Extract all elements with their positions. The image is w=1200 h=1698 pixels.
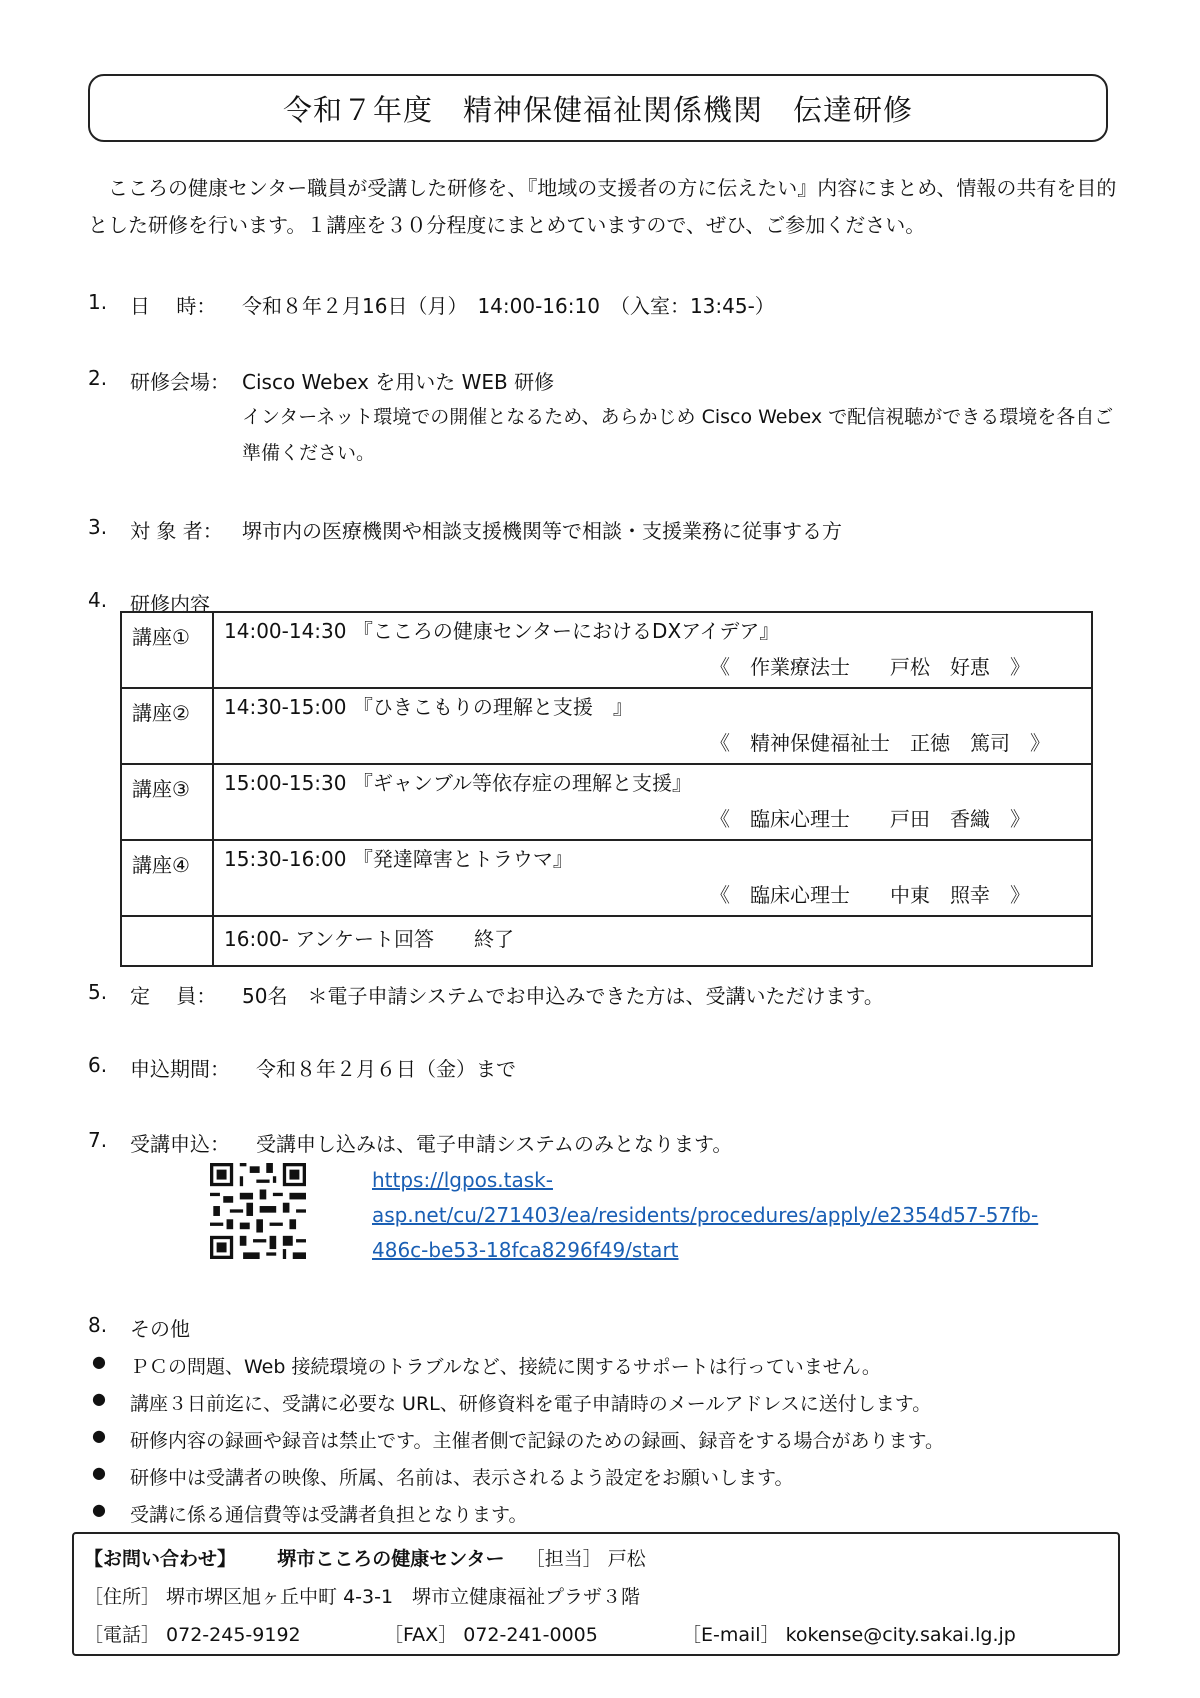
section-number: 2. [88,366,108,390]
course-time: 14:00-14:30 [224,619,347,643]
course-lecturer: 《 精神保健福祉士 正徳 篤司 》 [710,731,1050,755]
application-link[interactable] [372,1163,1038,1268]
schedule-table [120,611,1093,967]
section-value: 受講申し込みは、電子申請システムのみとなります。 [256,1132,733,1156]
bullet-icon: ● [92,1352,106,1371]
course-name: 講座② [121,688,213,764]
link-line2[interactable]: asp.net/cu/271403/ea/residents/procedures/apply/e2354d57-57fb- [372,1203,1039,1227]
section-label: その他 [130,1317,190,1341]
link-line3[interactable]: 486c-be53-18fca8296f49/start [372,1238,679,1262]
note-text: ＰＣの問題、Web 接続環境のトラブルなど、接続に関するサポートは行っていません。 [130,1356,881,1378]
notes-list [0,1352,1200,1532]
course-lecturer: 《 臨床心理士 戸田 香織 》 [710,807,1030,831]
section-value: Cisco Webex を用いた WEB 研修 [242,370,555,394]
venue-note-line1: インターネット環境での開催となるため、あらかじめ Cisco Webex で配信視聴ができる環境を各自ご [242,406,1114,428]
section-value: 堺市内の医療機関や相談支援機関等で相談・支援業務に従事する方 [242,519,842,543]
section-number: 5. [88,980,108,1004]
contact-fax: ［FAX］ 072-241-0005 [384,1624,598,1646]
course-detail [213,688,1092,764]
contact-box [72,1532,1120,1656]
section-number: 3. [88,515,108,539]
list-item [0,1463,1200,1493]
contact-address: ［住所］ 堺市堺区旭ヶ丘中町 4-3-1 堺市立健康福祉プラザ３階 [84,1586,641,1608]
contact-header [84,1544,646,1571]
schedule-row [121,840,1092,916]
section-label: 対 象 者： [130,519,223,543]
intro-paragraph: こころの健康センター職員が受講した研修を、『地域の支援者の方に伝えたい』内容にまとめ、情報の共有を目的とした研修を行います。１講座を３０分程度にまとめていますので、ぜひ、ご参加ください。 [88,176,1117,237]
contact-tel: ［電話］ 072-245-9192 [84,1624,301,1646]
venue-note-line2: 準備ください。 [242,442,376,464]
course-time: 14:30-15:00 [224,695,347,719]
section-value: 50名 ＊電子申請システムでお申込みできた方は、受講いただけます。 [242,984,884,1008]
section-datetime [0,290,1200,320]
contact-label: 【お問い合わせ】 [84,1548,237,1570]
page-title: 令和７年度 精神保健福祉関係機関 伝達研修 [282,92,913,127]
note-text: 受講に係る通信費等は受講者負担となります。 [130,1504,528,1526]
section-other [0,1313,1200,1343]
title-box [88,74,1108,142]
course-topic: 『ギャンブル等依存症の理解と支援』 [352,771,693,795]
section-label: 日 時： [130,294,217,318]
section-value: 令和８年２月６日（金）まで [256,1057,516,1081]
schedule-closing-row [121,916,1092,966]
bullet-icon: ● [92,1463,106,1482]
closing-text: アンケート回答 終了 [295,927,515,951]
schedule-row [121,612,1092,688]
section-number: 6. [88,1053,108,1077]
section-label: 研修会場： [130,370,230,394]
course-topic: 『ひきこもりの理解と支援 』 [352,695,633,719]
bullet-icon: ● [92,1500,106,1519]
bullet-icon: ● [92,1389,106,1408]
contact-org: 堺市こころの健康センター [277,1548,505,1570]
note-text: 講座３日前迄に、受講に必要な URL、研修資料を電子申請時のメールアドレスに送付します。 [130,1393,932,1415]
section-application [0,1128,1200,1158]
course-lecturer: 《 臨床心理士 中東 照幸 》 [710,883,1030,907]
section-number: 4. [88,588,108,612]
section-number: 7. [88,1128,108,1152]
section-value: 令和８年２月16日（月） 14:00-16:10 （入室：13:45-） [242,294,775,318]
schedule-row [121,688,1092,764]
closing-detail [213,916,1092,966]
section-target [0,515,1200,545]
course-time: 15:30-16:00 [224,847,347,871]
course-time: 15:00-15:30 [224,771,347,795]
schedule-row [121,764,1092,840]
section-number: 1. [88,290,108,314]
list-item [0,1500,1200,1530]
course-detail [213,612,1092,688]
section-period [0,1053,1200,1083]
contact-email[interactable]: ［E-mail］ kokense@city.sakai.lg.jp [682,1624,1016,1646]
course-name: 講座③ [121,764,213,840]
list-item [0,1352,1200,1382]
course-topic: 『こころの健康センターにおけるDXアイデア』 [352,619,780,643]
section-venue [0,366,1200,466]
section-label: 受講申込： [130,1132,230,1156]
bullet-icon: ● [92,1426,106,1445]
section-label: 申込期間： [130,1057,230,1081]
course-detail [213,764,1092,840]
list-item [0,1389,1200,1419]
course-detail [213,840,1092,916]
list-item [0,1426,1200,1456]
qr-code-icon[interactable] [210,1163,306,1259]
note-text: 研修中は受講者の映像、所属、名前は、表示されるよう設定をお願いします。 [130,1467,794,1489]
section-number: 8. [88,1313,108,1337]
note-text: 研修内容の録画や録音は禁止です。主催者側で記録のための録画、録音をする場合があります。 [130,1430,944,1452]
section-label: 定 員： [130,984,217,1008]
closing-time: 16:00- [224,927,289,951]
course-name: 講座① [121,612,213,688]
course-lecturer: 《 作業療法士 戸松 好恵 》 [710,655,1030,679]
course-name: 講座④ [121,840,213,916]
section-capacity [0,980,1200,1010]
contact-staff: ［担当］ 戸松 [525,1548,646,1570]
link-line1[interactable]: https://lgpos.task- [372,1168,553,1192]
course-topic: 『発達障害とトラウマ』 [352,847,573,871]
section-label: 研修内容 [130,592,210,616]
empty-cell [121,916,213,966]
